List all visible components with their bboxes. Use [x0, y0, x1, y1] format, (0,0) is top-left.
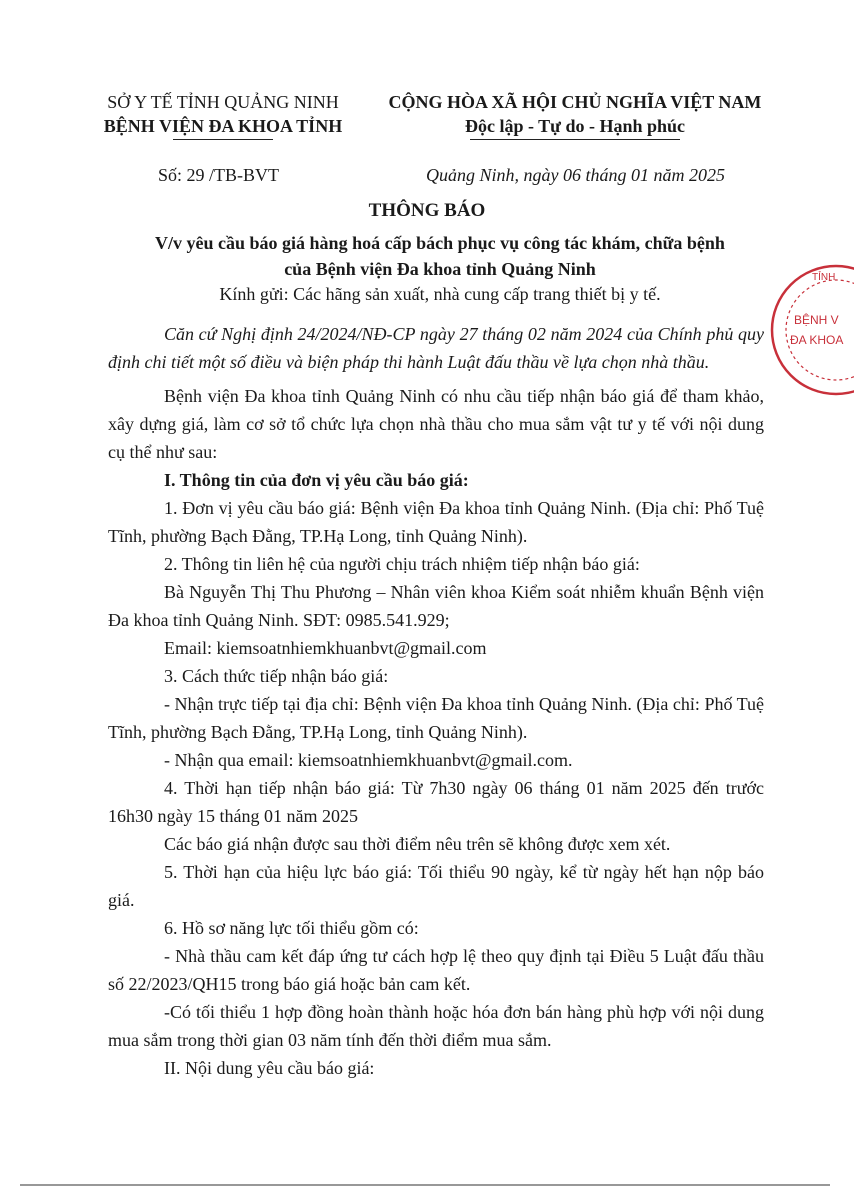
- org-line-1: SỞ Y TẾ TỈNH QUẢNG NINH: [107, 92, 339, 112]
- subject-line-2: của Bệnh viện Đa khoa tỉnh Quảng Ninh: [284, 259, 596, 279]
- section-1-heading: I. Thông tin của đơn vị yêu cầu báo giá:: [164, 470, 469, 490]
- document-number: Số: 29 /TB-BVT: [158, 165, 280, 185]
- item-5: 5. Thời hạn của hiệu lực báo giá: Tối thiểu 90 ngày, kể từ ngày hết hạn nộp báo giá.: [108, 862, 764, 910]
- document-title: THÔNG BÁO: [368, 200, 486, 221]
- item-2: 2. Thông tin liên hệ của người chịu trách nhiệm tiếp nhận báo giá:: [164, 554, 640, 574]
- seal-text-2: BỆNH V: [794, 313, 839, 327]
- item-4-note: Các báo giá nhận được sau thời điểm nêu trên sẽ không được xem xét.: [164, 834, 671, 854]
- national-motto: [380, 90, 770, 140]
- item-1: 1. Đơn vị yêu cầu báo giá: Bệnh viện Đa khoa tỉnh Quảng Ninh. (Địa chỉ: Phố Tuệ Tĩnh, phường Bạch Đằng, TP.Hạ Long, tỉnh Quảng Ninh).: [108, 498, 764, 546]
- nation-line-2: Độc lập - Tự do - Hạnh phúc: [464, 116, 686, 136]
- org-underline: [173, 139, 273, 140]
- seal-text-1: TỈNH: [812, 272, 836, 283]
- legal-basis: Căn cứ Nghị định 24/2024/NĐ-CP ngày 27 tháng 02 năm 2024 của Chính phủ quy định chi tiết một số điều và biện pháp thi hành Luật đấu thầu về lựa chọn nhà thầu.: [108, 324, 764, 372]
- intro-paragraph: Bệnh viện Đa khoa tỉnh Quảng Ninh có nhu cầu tiếp nhận báo giá để tham khảo, xây dựng giá, làm cơ sở tổ chức lựa chọn nhà thầu cho mua sắm vật tư y tế với nội dung cụ thể như sau:: [108, 386, 764, 462]
- scan-edge-line: [20, 1184, 830, 1186]
- recipient-line: Kính gửi: Các hãng sản xuất, nhà cung cấp trang thiết bị y tế.: [219, 284, 661, 304]
- subject-line-1: V/v yêu cầu báo giá hàng hoá cấp bách phục vụ công tác khám, chữa bệnh: [155, 233, 725, 253]
- item-3-direct: - Nhận trực tiếp tại địa chỉ: Bệnh viện Đa khoa tỉnh Quảng Ninh. (Địa chỉ: Phố Tuệ Tĩnh, phường Bạch Đằng, TP.Hạ Long, tỉnh Quảng Ninh).: [108, 694, 764, 742]
- document-subject: [120, 230, 760, 282]
- item-6-a: - Nhà thầu cam kết đáp ứng tư cách hợp lệ theo quy định tại Điều 5 Luật đấu thầu số 22/2023/QH15 trong báo giá hoặc bản cam kết.: [108, 946, 764, 994]
- item-3: 3. Cách thức tiếp nhận báo giá:: [164, 666, 389, 686]
- item-2-contact: Bà Nguyễn Thị Thu Phương – Nhân viên khoa Kiểm soát nhiễm khuẩn Bệnh viện Đa khoa tỉnh Quảng Ninh. SĐT: 0985.541.929;: [108, 582, 764, 630]
- item-4: 4. Thời hạn tiếp nhận báo giá: Từ 7h30 ngày 06 tháng 01 năm 2025 đến trước 16h30 ngày 15 tháng 01 năm 2025: [108, 778, 764, 826]
- item-6: 6. Hồ sơ năng lực tối thiểu gồm có:: [164, 918, 419, 938]
- nation-line-1: CỘNG HÒA XÃ HỘI CHỦ NGHĨA VIỆT NAM: [388, 92, 762, 112]
- item-2-email: Email: kiemsoatnhiemkhuanbvt@gmail.com: [164, 638, 487, 658]
- issuing-organization: [88, 90, 358, 140]
- item-3-email: - Nhận qua email: kiemsoatnhiemkhuanbvt@gmail.com.: [164, 750, 573, 770]
- motto-underline: [470, 139, 680, 140]
- official-seal-stamp: [770, 262, 854, 398]
- section-2-heading: II. Nội dung yêu cầu báo giá:: [164, 1058, 375, 1078]
- seal-text-3: ĐA KHOA: [790, 333, 844, 347]
- org-line-2: BỆNH VIỆN ĐA KHOA TỈNH: [103, 116, 343, 136]
- document-date: Quảng Ninh, ngày 06 tháng 01 năm 2025: [426, 165, 725, 185]
- seal-inner-ring: [786, 280, 854, 380]
- item-6-b: -Có tối thiểu 1 hợp đồng hoàn thành hoặc hóa đơn bán hàng phù hợp với nội dung mua sắm trong thời gian 03 năm tính đến thời điểm mua sắm.: [108, 1002, 764, 1050]
- document-body: [108, 320, 764, 1082]
